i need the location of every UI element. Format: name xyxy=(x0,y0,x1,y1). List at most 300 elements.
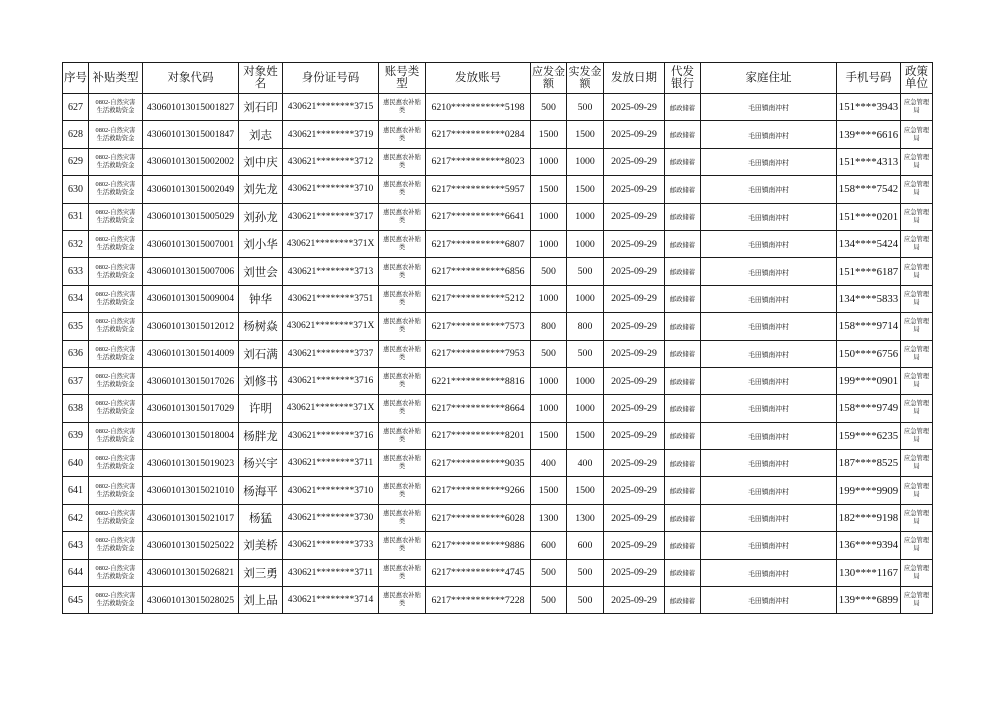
payment-table xyxy=(62,62,933,614)
cell-paid xyxy=(567,285,604,312)
header-address-text: 家庭住址 xyxy=(745,71,792,84)
cell-subsidy-type-text: 0802-自然灾害生活救助资金 xyxy=(95,290,136,306)
cell-phone-text: 134****5424 xyxy=(838,238,899,251)
cell-name xyxy=(239,367,283,394)
cell-paid-text: 500 xyxy=(577,266,593,278)
cell-policy-unit-text: 应急管理局 xyxy=(903,208,930,224)
header-seq xyxy=(63,63,89,94)
cell-id-number xyxy=(283,532,379,559)
cell-policy-unit-text: 应急管理局 xyxy=(903,537,930,553)
table-row xyxy=(63,285,933,312)
cell-payable-text: 1000 xyxy=(538,293,559,305)
cell-paid-text: 1000 xyxy=(575,238,595,250)
cell-account-type-text: 惠民惠农补贴类 xyxy=(383,455,421,471)
cell-payable-text: 1000 xyxy=(538,375,559,387)
cell-phone-text: 151****0201 xyxy=(838,210,899,223)
cell-bank xyxy=(665,587,701,614)
cell-subsidy-type-text: 0802-自然灾害生活救助资金 xyxy=(95,99,136,115)
cell-subsidy-type-text: 0802-自然灾害生活救助资金 xyxy=(95,181,136,197)
cell-object-code xyxy=(143,504,239,531)
header-account-type-text: 账号类型 xyxy=(384,65,420,90)
cell-seq-text: 631 xyxy=(68,211,83,223)
cell-id-number-text: 430621********3711 xyxy=(287,567,374,578)
cell-id-number-text: 430621********3710 xyxy=(287,184,374,195)
cell-id-number xyxy=(283,340,379,367)
cell-bank-text: 邮政储蓄 xyxy=(669,269,696,277)
cell-payable xyxy=(531,258,567,285)
cell-id-number xyxy=(283,285,379,312)
table-row xyxy=(63,504,933,531)
cell-address-text: 毛田镇南冲村 xyxy=(748,296,789,304)
cell-account-text: 6217***********7228 xyxy=(431,594,525,606)
cell-id-number xyxy=(283,203,379,230)
cell-date-text: 2025-09-29 xyxy=(611,320,657,332)
cell-paid xyxy=(567,176,604,203)
cell-policy-unit xyxy=(901,367,933,394)
cell-bank-text: 邮政储蓄 xyxy=(669,460,696,468)
cell-account xyxy=(426,450,531,477)
cell-subsidy-type-text: 0802-自然灾害生活救助资金 xyxy=(95,208,136,224)
cell-seq-text: 642 xyxy=(68,512,83,524)
cell-account-type xyxy=(379,395,426,422)
cell-phone xyxy=(837,532,901,559)
cell-account xyxy=(426,285,531,312)
header-id-number-text: 身份证号码 xyxy=(301,71,360,84)
cell-address-text: 毛田镇南冲村 xyxy=(748,269,789,277)
cell-seq xyxy=(63,94,89,121)
cell-object-code-text: 430601013015021010 xyxy=(146,485,235,497)
cell-object-code xyxy=(143,367,239,394)
cell-account xyxy=(426,587,531,614)
header-object-code xyxy=(143,63,239,94)
cell-seq-text: 637 xyxy=(68,375,83,387)
cell-object-code-text: 430601013015019023 xyxy=(146,457,235,469)
cell-object-code xyxy=(143,121,239,148)
cell-id-number-text: 430621********3737 xyxy=(287,348,374,359)
cell-account xyxy=(426,477,531,504)
cell-policy-unit xyxy=(901,176,933,203)
cell-object-code-text: 430601013015002002 xyxy=(146,156,235,168)
header-name xyxy=(239,63,283,94)
cell-subsidy-type-text: 0802-自然灾害生活救助资金 xyxy=(95,318,136,334)
cell-seq-text: 634 xyxy=(68,293,83,305)
cell-account-text: 6217***********5212 xyxy=(431,293,525,305)
cell-payable-text: 800 xyxy=(541,320,556,332)
cell-paid xyxy=(567,504,604,531)
header-bank xyxy=(665,63,701,94)
cell-date xyxy=(604,285,665,312)
cell-date xyxy=(604,121,665,148)
cell-policy-unit xyxy=(901,230,933,257)
cell-subsidy-type-text: 0802-自然灾害生活救助资金 xyxy=(95,510,136,526)
cell-address xyxy=(701,559,837,586)
cell-payable-text: 1500 xyxy=(538,129,559,141)
cell-id-number-text: 430621********3751 xyxy=(287,293,374,304)
cell-id-number-text: 430621********3719 xyxy=(287,129,374,140)
cell-account xyxy=(426,340,531,367)
cell-subsidy-type-text: 0802-自然灾害生活救助资金 xyxy=(95,400,136,416)
cell-seq xyxy=(63,230,89,257)
cell-phone xyxy=(837,340,901,367)
cell-seq-text: 632 xyxy=(68,238,83,250)
cell-account-text: 6217***********5957 xyxy=(431,183,525,195)
cell-name xyxy=(239,258,283,285)
table-row xyxy=(63,94,933,121)
cell-account xyxy=(426,230,531,257)
cell-seq xyxy=(63,313,89,340)
cell-id-number xyxy=(283,230,379,257)
cell-date-text: 2025-09-29 xyxy=(611,293,657,305)
cell-date xyxy=(604,340,665,367)
cell-name-text: 刘石印 xyxy=(243,102,278,115)
cell-object-code-text: 430601013015009004 xyxy=(146,293,235,305)
cell-address xyxy=(701,121,837,148)
cell-address xyxy=(701,395,837,422)
cell-payable-text: 1500 xyxy=(538,485,559,497)
cell-name xyxy=(239,532,283,559)
cell-account-text: 6217***********9266 xyxy=(431,485,525,497)
header-date-text: 发放日期 xyxy=(611,71,657,84)
cell-payable-text: 1000 xyxy=(538,402,559,414)
cell-object-code xyxy=(143,94,239,121)
cell-seq xyxy=(63,450,89,477)
cell-object-code-text: 430601013015018004 xyxy=(146,430,235,442)
cell-date-text: 2025-09-29 xyxy=(611,101,657,113)
cell-address xyxy=(701,587,837,614)
cell-account-type xyxy=(379,340,426,367)
cell-address xyxy=(701,477,837,504)
cell-date-text: 2025-09-29 xyxy=(611,238,657,250)
cell-bank xyxy=(665,285,701,312)
cell-address xyxy=(701,176,837,203)
cell-seq-text: 628 xyxy=(68,129,83,141)
cell-id-number-text: 430621********371X xyxy=(286,239,375,250)
cell-id-number-text: 430621********3715 xyxy=(287,102,374,113)
cell-payable-text: 1000 xyxy=(538,156,559,168)
cell-account-text: 6217***********7573 xyxy=(431,320,525,332)
cell-name-text: 钟华 xyxy=(249,293,272,306)
header-payable-text: 应发金额 xyxy=(532,65,565,90)
cell-name-text: 刘中庆 xyxy=(243,156,278,169)
cell-account-type xyxy=(379,94,426,121)
cell-object-code xyxy=(143,148,239,175)
cell-account-text: 6217***********8201 xyxy=(431,430,525,442)
cell-paid xyxy=(567,559,604,586)
cell-name-text: 刘三勇 xyxy=(243,567,278,580)
cell-object-code-text: 430601013015001827 xyxy=(146,101,235,113)
cell-paid xyxy=(567,532,604,559)
cell-id-number-text: 430621********3712 xyxy=(287,156,374,167)
cell-date xyxy=(604,395,665,422)
cell-id-number xyxy=(283,94,379,121)
cell-seq xyxy=(63,176,89,203)
cell-name xyxy=(239,504,283,531)
cell-bank-text: 邮政储蓄 xyxy=(669,132,696,140)
cell-account xyxy=(426,422,531,449)
cell-account-text: 6221***********8816 xyxy=(431,375,525,387)
header-seq-text: 序号 xyxy=(64,71,87,84)
cell-bank xyxy=(665,422,701,449)
cell-payable-text: 1000 xyxy=(538,211,559,223)
table-row xyxy=(63,230,933,257)
cell-payable xyxy=(531,285,567,312)
cell-seq xyxy=(63,285,89,312)
cell-payable-text: 500 xyxy=(541,266,556,278)
cell-payable xyxy=(531,504,567,531)
header-address xyxy=(701,63,837,94)
cell-name-text: 许明 xyxy=(249,403,272,416)
cell-seq xyxy=(63,532,89,559)
cell-address xyxy=(701,367,837,394)
cell-seq-text: 643 xyxy=(68,539,83,551)
cell-address-text: 毛田镇南冲村 xyxy=(748,543,789,551)
cell-id-number-text: 430621********3716 xyxy=(287,376,374,387)
cell-policy-unit-text: 应急管理局 xyxy=(903,400,930,416)
cell-address-text: 毛田镇南冲村 xyxy=(748,379,789,387)
cell-account xyxy=(426,532,531,559)
cell-date xyxy=(604,504,665,531)
header-object-code-text: 对象代码 xyxy=(167,71,214,84)
cell-phone-text: 159****6235 xyxy=(838,429,899,442)
cell-address xyxy=(701,313,837,340)
cell-bank-text: 邮政储蓄 xyxy=(669,433,696,441)
cell-bank xyxy=(665,121,701,148)
cell-id-number-text: 430621********371X xyxy=(286,321,375,332)
cell-date xyxy=(604,477,665,504)
cell-address-text: 毛田镇南冲村 xyxy=(748,516,789,524)
cell-policy-unit-text: 应急管理局 xyxy=(903,427,930,443)
cell-phone-text: 134****5833 xyxy=(838,292,899,305)
cell-seq-text: 638 xyxy=(68,402,83,414)
cell-object-code-text: 430601013015021017 xyxy=(146,512,235,524)
table-row xyxy=(63,559,933,586)
cell-subsidy-type-text: 0802-自然灾害生活救助资金 xyxy=(95,427,136,443)
cell-date xyxy=(604,258,665,285)
cell-policy-unit xyxy=(901,94,933,121)
cell-object-code-text: 430601013015017029 xyxy=(146,402,235,414)
cell-payable xyxy=(531,559,567,586)
header-paid-text: 实发金额 xyxy=(568,65,602,90)
cell-account-type xyxy=(379,422,426,449)
cell-id-number xyxy=(283,559,379,586)
cell-phone xyxy=(837,148,901,175)
cell-subsidy-type-text: 0802-自然灾害生活救助资金 xyxy=(95,564,136,580)
cell-seq xyxy=(63,395,89,422)
cell-payable-text: 500 xyxy=(541,348,556,360)
cell-name xyxy=(239,313,283,340)
cell-address xyxy=(701,422,837,449)
cell-account-type-text: 惠民惠农补贴类 xyxy=(383,537,421,553)
cell-account-type-text: 惠民惠农补贴类 xyxy=(383,290,421,306)
cell-id-number-text: 430621********3716 xyxy=(287,430,374,441)
cell-paid-text: 400 xyxy=(577,457,593,469)
cell-policy-unit xyxy=(901,504,933,531)
cell-bank-text: 邮政储蓄 xyxy=(669,488,696,496)
cell-subsidy-type xyxy=(89,94,143,121)
table-row xyxy=(63,367,933,394)
cell-id-number-text: 430621********3710 xyxy=(287,485,374,496)
cell-paid xyxy=(567,121,604,148)
cell-payable xyxy=(531,532,567,559)
cell-policy-unit xyxy=(901,340,933,367)
cell-address-text: 毛田镇南冲村 xyxy=(748,242,789,250)
cell-subsidy-type-text: 0802-自然灾害生活救助资金 xyxy=(95,455,136,471)
cell-object-code-text: 430601013015007001 xyxy=(146,238,235,250)
cell-payable xyxy=(531,94,567,121)
cell-payable xyxy=(531,313,567,340)
cell-address xyxy=(701,285,837,312)
cell-name xyxy=(239,176,283,203)
cell-seq-text: 635 xyxy=(68,320,83,332)
cell-phone-text: 130****1167 xyxy=(839,566,898,579)
cell-policy-unit xyxy=(901,450,933,477)
header-phone xyxy=(837,63,901,94)
cell-name-text: 杨胖龙 xyxy=(243,430,278,443)
cell-subsidy-type-text: 0802-自然灾害生活救助资金 xyxy=(95,236,136,252)
cell-paid xyxy=(567,367,604,394)
cell-phone-text: 151****6187 xyxy=(838,265,899,278)
cell-bank xyxy=(665,258,701,285)
cell-object-code xyxy=(143,450,239,477)
cell-policy-unit-text: 应急管理局 xyxy=(903,345,930,361)
cell-object-code xyxy=(143,587,239,614)
cell-paid xyxy=(567,395,604,422)
cell-seq-text: 630 xyxy=(68,183,83,195)
cell-payable xyxy=(531,477,567,504)
cell-bank-text: 邮政储蓄 xyxy=(669,323,696,331)
cell-address-text: 毛田镇南冲村 xyxy=(748,324,789,332)
cell-phone-text: 199****0901 xyxy=(838,375,899,388)
cell-bank xyxy=(665,450,701,477)
cell-subsidy-type-text: 0802-自然灾害生活救助资金 xyxy=(95,482,136,498)
cell-subsidy-type xyxy=(89,285,143,312)
cell-phone xyxy=(837,258,901,285)
cell-account-text: 6217***********7953 xyxy=(431,348,525,360)
cell-phone xyxy=(837,203,901,230)
header-policy-unit xyxy=(901,63,933,94)
cell-policy-unit xyxy=(901,148,933,175)
cell-account-type xyxy=(379,230,426,257)
cell-id-number xyxy=(283,395,379,422)
cell-date xyxy=(604,367,665,394)
cell-bank xyxy=(665,367,701,394)
cell-payable xyxy=(531,450,567,477)
cell-policy-unit-text: 应急管理局 xyxy=(903,510,930,526)
cell-address xyxy=(701,148,837,175)
cell-payable-text: 500 xyxy=(541,594,556,606)
cell-paid-text: 1000 xyxy=(575,156,595,168)
cell-phone xyxy=(837,313,901,340)
cell-address-text: 毛田镇南冲村 xyxy=(748,132,789,140)
cell-paid-text: 500 xyxy=(577,594,593,606)
cell-date xyxy=(604,148,665,175)
cell-bank xyxy=(665,395,701,422)
cell-policy-unit-text: 应急管理局 xyxy=(903,482,930,498)
cell-account-type xyxy=(379,203,426,230)
cell-subsidy-type xyxy=(89,532,143,559)
header-payable xyxy=(531,63,567,94)
cell-subsidy-type xyxy=(89,477,143,504)
cell-account-type xyxy=(379,313,426,340)
cell-date-text: 2025-09-29 xyxy=(611,183,657,195)
cell-id-number-text: 430621********3713 xyxy=(287,266,374,277)
cell-paid-text: 1300 xyxy=(575,512,595,524)
cell-subsidy-type xyxy=(89,559,143,586)
cell-id-number-text: 430621********3711 xyxy=(287,458,374,469)
cell-account xyxy=(426,121,531,148)
cell-policy-unit xyxy=(901,313,933,340)
cell-seq-text: 627 xyxy=(68,101,83,113)
table-row xyxy=(63,313,933,340)
cell-paid-text: 1500 xyxy=(575,183,595,195)
table-row xyxy=(63,340,933,367)
cell-phone xyxy=(837,121,901,148)
cell-address xyxy=(701,258,837,285)
cell-name-text: 杨猛 xyxy=(249,513,272,526)
cell-phone xyxy=(837,395,901,422)
cell-payable-text: 1500 xyxy=(538,430,559,442)
header-policy-unit-text: 政策单位 xyxy=(905,65,928,90)
cell-subsidy-type-text: 0802-自然灾害生活救助资金 xyxy=(95,263,136,279)
cell-subsidy-type xyxy=(89,340,143,367)
cell-policy-unit-text: 应急管理局 xyxy=(903,126,930,142)
cell-account-text: 6217***********6807 xyxy=(431,238,525,250)
cell-subsidy-type-text: 0802-自然灾害生活救助资金 xyxy=(95,153,136,169)
cell-account-type xyxy=(379,477,426,504)
cell-subsidy-type xyxy=(89,504,143,531)
cell-subsidy-type xyxy=(89,395,143,422)
cell-address xyxy=(701,450,837,477)
cell-account xyxy=(426,504,531,531)
cell-seq-text: 644 xyxy=(68,567,83,579)
cell-account-type-text: 惠民惠农补贴类 xyxy=(383,263,421,279)
cell-policy-unit-text: 应急管理局 xyxy=(903,373,930,389)
cell-phone-text: 136****9394 xyxy=(838,539,899,552)
cell-payable-text: 500 xyxy=(541,101,556,113)
cell-payable xyxy=(531,367,567,394)
cell-object-code-text: 430601013015017026 xyxy=(146,375,235,387)
cell-payable xyxy=(531,148,567,175)
cell-account xyxy=(426,94,531,121)
cell-id-number xyxy=(283,258,379,285)
cell-bank-text: 邮政储蓄 xyxy=(669,515,696,523)
cell-bank-text: 邮政储蓄 xyxy=(669,104,696,112)
cell-name-text: 刘修书 xyxy=(243,376,278,389)
cell-object-code xyxy=(143,559,239,586)
cell-bank-text: 邮政储蓄 xyxy=(669,542,696,550)
cell-date xyxy=(604,176,665,203)
cell-account-type-text: 惠民惠农补贴类 xyxy=(383,592,421,608)
cell-account-type-text: 惠民惠农补贴类 xyxy=(383,400,421,416)
cell-name xyxy=(239,450,283,477)
cell-date-text: 2025-09-29 xyxy=(611,457,657,469)
cell-account xyxy=(426,313,531,340)
cell-account xyxy=(426,395,531,422)
header-phone-text: 手机号码 xyxy=(845,71,892,84)
cell-object-code-text: 430601013015026821 xyxy=(146,567,235,579)
cell-bank-text: 邮政储蓄 xyxy=(669,597,696,605)
table-row xyxy=(63,422,933,449)
cell-name-text: 刘石满 xyxy=(243,348,278,361)
cell-account-type xyxy=(379,176,426,203)
cell-address-text: 毛田镇南冲村 xyxy=(748,598,789,606)
cell-bank-text: 邮政储蓄 xyxy=(669,214,696,222)
cell-address-text: 毛田镇南冲村 xyxy=(748,461,789,469)
cell-paid-text: 1500 xyxy=(575,430,595,442)
cell-phone xyxy=(837,94,901,121)
cell-account xyxy=(426,176,531,203)
cell-seq xyxy=(63,148,89,175)
